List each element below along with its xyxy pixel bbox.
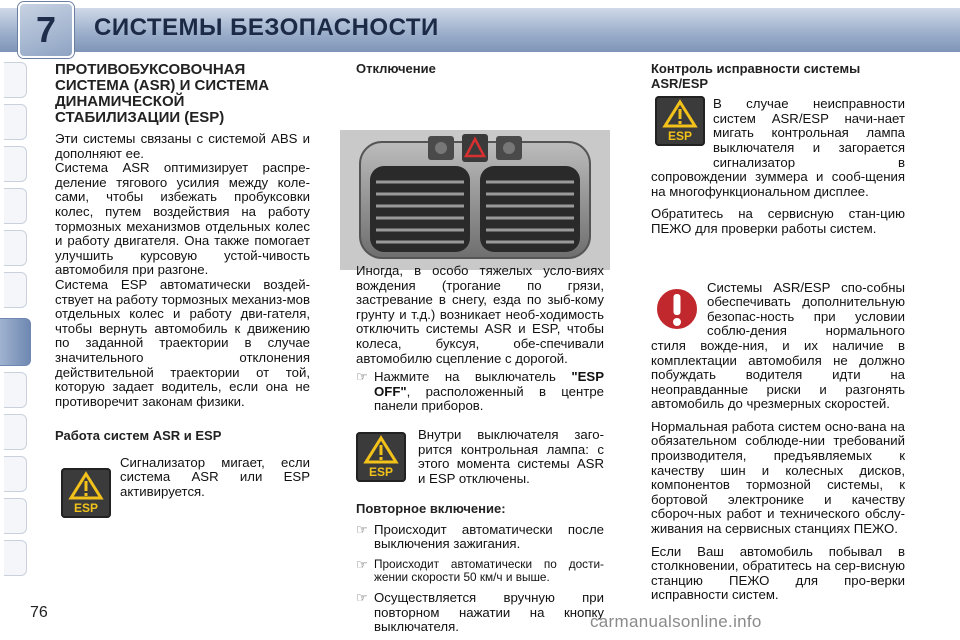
side-tab[interactable] (4, 372, 27, 408)
side-tab[interactable] (4, 456, 27, 492)
pointing-hand-icon: ☞ (356, 589, 368, 605)
side-tab[interactable] (4, 104, 27, 140)
header (0, 0, 960, 54)
paragraph: Обратитесь на сервисную стан-цию ПЕЖО для проверки работы систем. (651, 206, 905, 236)
paragraph: Система ESP автоматически воздей-ствует на работу тормозных механиз-мов отдельных колес и работу дви-гателя, чтобы вернуть автомобиль к движению по заданной траектории в случае значительного отклонения действительной траектории от той, которую задает водитель, если она не противоречит законам физики. (55, 276, 310, 409)
esp-warning-icon (356, 432, 406, 482)
subsection-title: Контроль исправности системы ASR/ESP (651, 61, 861, 91)
column-deactivation (356, 62, 604, 83)
side-tab[interactable] (4, 540, 27, 576)
paragraph: Если Ваш автомобиль побывал в столкновении, обратитесь на сер-висную станцию ПЕЖО для про-верки исправности систем. (651, 543, 905, 603)
side-tab[interactable] (4, 272, 27, 308)
esp-label: ESP (667, 129, 693, 143)
esp-warning-icon (61, 468, 111, 518)
subsection-title: Отключение (356, 61, 436, 76)
esp-label: ESP (368, 464, 394, 479)
esp-off-label: "ESP OFF" (374, 369, 604, 399)
side-tab[interactable] (4, 498, 27, 534)
paragraph: Нормальная работа систем осно-вана на обязательном соблюде-нии требований производителя, предъявляемых к качеству шин и колесных дисков, компонентов тормозной системы, к бортовой электронике и качеству сбороч-ных работ и технического обслу-живания на сервисных станциях ПЕЖО. (651, 418, 905, 537)
paragraph: Система ASR оптимизирует распре-деление тягового усилия между коле-сами, чтобы избежать пробуксовки колес, путем воздействия на работу тормозных механизмов отдельных колес и работу двигателя. Она также помогает улучшить курсовую устой-чивость автомобиля при разгоне. (55, 160, 310, 278)
pointing-hand-icon: ☞ (356, 556, 368, 572)
paragraph: Системы ASR/ESP спо-собны обеспечивать дополнительную безопас-ность при условии соблю-дения нормального стиля вожде-ния, и их наличие в комплектации автомобиля не должно побуждать водителя идти на неоправданные риски и разгонять автомобиль до чрезмерных скоростей. (651, 279, 905, 412)
chapter-number-badge: 7 (18, 2, 74, 58)
esp-label: ESP (73, 500, 99, 515)
subsection-title: Работа систем ASR и ESP (55, 428, 222, 444)
paragraph: В случае неисправности систем ASR/ESP начи-нает мигать контрольная лампа выключателя и загорается сигнализатор в сопровождении зуммера и сооб-щения на многофункциональном дисплее. (651, 96, 905, 199)
esp-warning-icon (655, 96, 705, 146)
column-fault-monitoring (651, 62, 905, 603)
subsection-title: Повторное включение: (356, 500, 506, 516)
bullet-text: Происходит автоматически после выключения зажигания. (374, 521, 604, 552)
indicator-text: Внутри выключателя заго-рится контрольная лампа: с этого момента системы ASR и ESP отключены. (418, 426, 604, 486)
paragraph: Эти системы связаны с системой ABS и дополняют ее. (55, 131, 310, 161)
pointing-hand-icon: ☞ (356, 521, 368, 537)
paragraph: Иногда, в особо тяжелых усло-виях вождения (трогание по грязи, застревание в снегу, езда по зыб-кому грунту и т.д.) возникает необ-ходимость отключить системы ASR и ESP, чтобы колеса, буксуя, обе-спечивали автомобилю сцепление с дорогой. (356, 263, 604, 366)
exclamation-warning-icon (653, 285, 701, 333)
column-asr-esp-intro (55, 62, 310, 526)
side-tab[interactable] (4, 414, 27, 450)
side-tab[interactable] (4, 188, 27, 224)
page-number: 76 (30, 604, 48, 621)
side-tab[interactable] (4, 62, 27, 98)
dashboard-switch-illustration (340, 130, 610, 270)
section-title: ПРОТИВОБУКСОВОЧНАЯ СИСТЕМА (ASR) И СИСТЕМА ДИНАМИЧЕСКОЙ СТАБИЛИЗАЦИИ (ESP) (55, 61, 270, 126)
watermark: carmanualsonline.info (590, 612, 762, 631)
indicator-text: Сигнализатор мигает, если система ASR или ESP активируется. (120, 454, 310, 500)
bullet-manual (356, 591, 604, 635)
bullet-press-switch (356, 370, 604, 414)
esp-indicator-note (55, 456, 310, 526)
bullet-text: Нажмите на выключатель (374, 369, 572, 385)
esp-off-indicator-note (356, 428, 604, 494)
side-tab[interactable] (4, 146, 27, 182)
side-tab[interactable] (4, 230, 27, 266)
bullet-text: Происходит автоматически по дости-жении скорости 50 км/ч и выше. (374, 556, 604, 585)
column-deactivation-text (356, 264, 604, 635)
bullet-text: , расположенный в центре панели приборов. (374, 383, 604, 414)
bullet-text: Осуществляется вручную при повторном нажатии на кнопку выключателя. (374, 589, 604, 635)
bullet-auto-ignition (356, 523, 604, 552)
bullet-auto-speed (356, 558, 604, 585)
side-tab-active[interactable] (0, 318, 31, 366)
pointing-hand-icon: ☞ (356, 369, 368, 385)
chapter-title: СИСТЕМЫ БЕЗОПАСНОСТИ (94, 14, 439, 41)
